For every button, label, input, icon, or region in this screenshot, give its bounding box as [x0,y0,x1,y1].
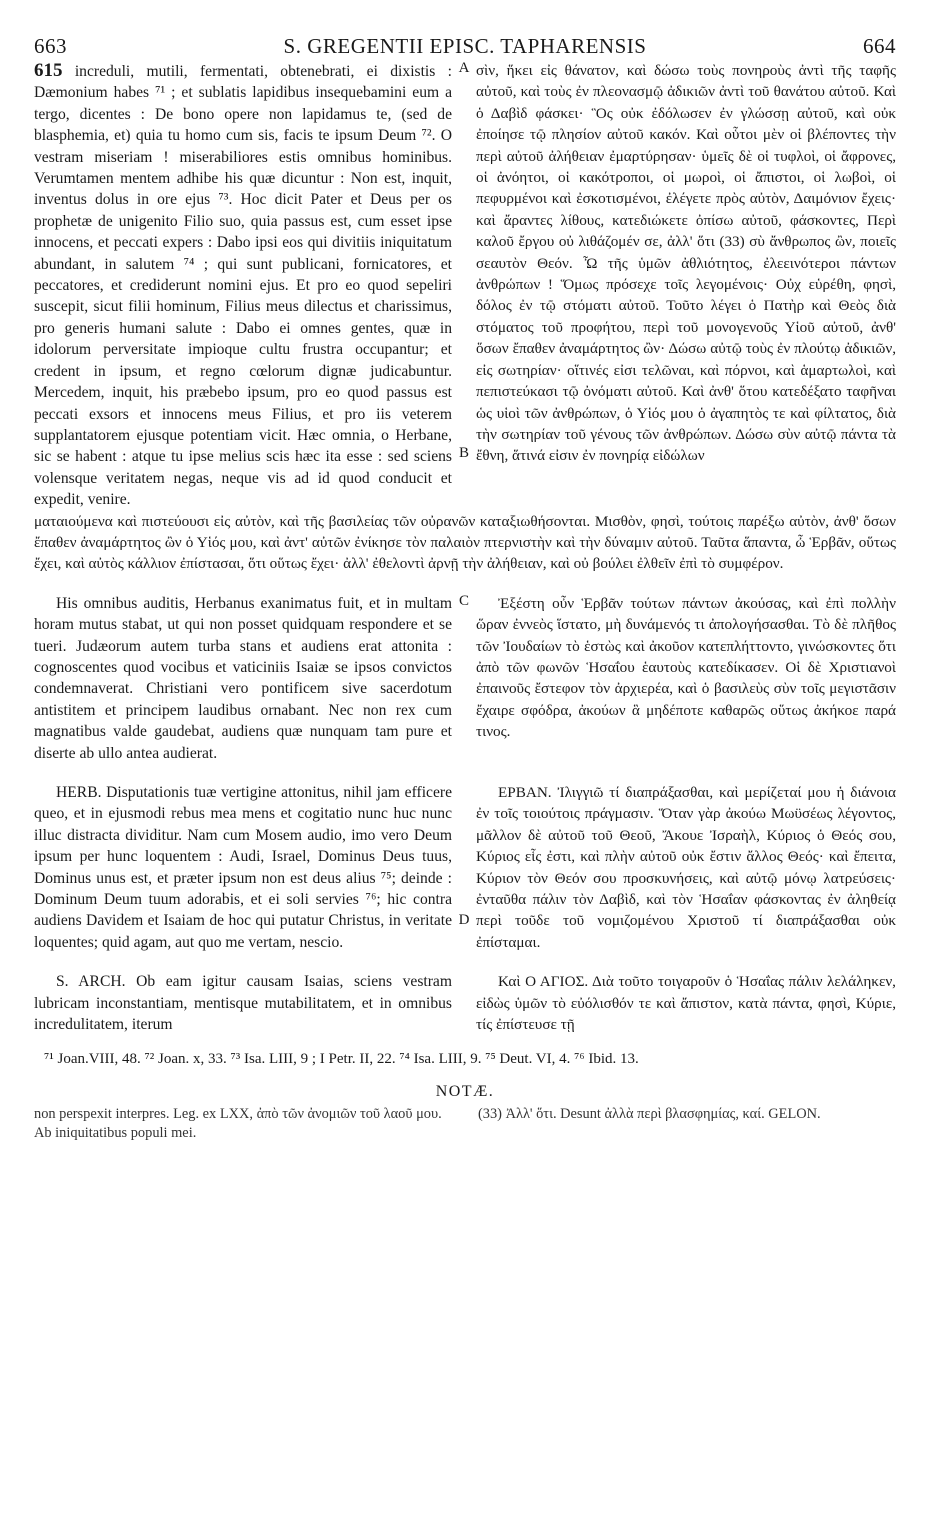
margin-letter-a: A [458,60,470,76]
footnotes: ⁷¹ Joan.VIII, 48. ⁷² Joan. x, 33. ⁷³ Isa. LIII, 9 ; I Petr. II, 22. ⁷⁴ Isa. LIII, 9. ⁷⁵ Deut. VI, 4. ⁷⁶ Ibid. 13. [44,1051,639,1068]
latin-column [34,60,452,511]
section-1 [34,60,896,511]
margin-letter-d: D [458,912,470,928]
greek-column [476,971,896,1035]
speaker-label: HERB. [56,784,102,801]
greek-column [476,782,896,953]
latin-text: His omnibus auditis, Herbanus exanimatus fuit, et in multam horam mutus stabat, ut qui non posset quidquam respondere et se tueri. Judæorum autem turba stans et audiens erat attonita : cognoscentes quod vocibus et vaticiniis Isaiæ se ipsos convictos condemnaverat. Christiani vero pontificem sive sacerdotum antistitem et principem laudibus ornabant. Nec non rex cum magnatibus valde gaudebat, audiens quæ nunquam tam pure et diserte ab ullo antea audierat. [34,594,452,762]
page-number-left: 663 [34,34,67,58]
latin-text: Disputationis tuæ vertigine attonitus, nihil jam efficere queo, et in ejusmodi rebus mea mens et cogitatio nunc huc nunc illuc distracta dividitur. Nam cum Mosem audio, imo vero Deum ipsum per hunc loquentem : Audi, Israel, Dominus Deus tuus, Dominus unus est, et præter ipsum non est deus alius ⁷⁵; deinde : Dominum Deum tuum adorabis, et ei soli servies ⁷⁶; hic contra audiens Davidem et Isaiam de hoc qui putatur Christus, in veritate loquentes; quid agam, aut quo me vertam, nescio. [34,784,452,951]
section-4 [34,971,896,1035]
greek-column [476,593,896,764]
margin-letter-c: C [458,592,469,609]
speaker-label: ΕΡΒΑΝ. [498,784,552,801]
greek-text: σὶν, ἥκει εἰς θάνατον, καὶ δώσω τοὺς πονηροὺς ἀντὶ τῆς ταφῆς αὐτοῦ, καὶ τοὺς ἐν πλεονασμῷ ἀδικιῶν ἀντὶ τοῦ θανάτου αὐτοῦ. Καὶ ὁ Δαβὶδ φάσκει· Ὃς οὐκ ἐδόλωσεν ἐν γλώσσῃ αὐτοῦ, καὶ οὐκ ἐποίησε τῷ πλησίον αὐτοῦ κακόν. Καὶ οὗτοι μὲν οἱ βλέποντες τὴν περὶ αὐτοῦ ἀλήθειαν ἐμαρτύρησαν· ὑμεῖς δὲ οἱ τυφλοὶ, οἱ ἄφρονες, οἱ ἀνόητοι, οἱ κακότροποι, οἱ μωροὶ, οἱ ἄπιστοι, οἱ λωβοὶ, οἱ πεφυρμένοι καὶ ἐσκοτισμένοι, ἐλέγετε πρὸς αὐτὸν, Δαιμόνιον ἔχεις· καὶ ἄραντες λίθους, κατεδιώκετε ὀπίσω αὐτοῦ, φάσκοντες, Περὶ καλοῦ ἔργου οὐ λιθάζομέν σε, ἀλλ' ὅτι (33) σὺ ἄνθρωπος ὢν, ποιεῖς σεαυτὸν Θεόν. Ὦ τῆς ὑμῶν ἀθλιότητος, ἐλεεινότεροι πάντων ἀνθρώπων ! Ὅμως πρόσεχε τοῖς λεγομένοις· Οὐχ εὑρέθη, φησὶ, δόλος ἐν τῷ στόματι αὐτοῦ. Τοῦτο λέγει ὁ Πατὴρ καὶ Θεὸς διὰ στόματος τοῦ προφήτου, περὶ τοῦ μονογενοῦς Υἱοῦ αὐτοῦ, ἀνθ' ὅσων ἔπαθεν ἀναμάρτητος ὢν· Δώσω αὐτῷ τοὺς ἐν πλούτῳ ἀδικιῶν, εἰς σωτηρίαν· οἵτινές εἰσι τελῶναι, καὶ πόρνοι, καὶ ἁμαρτωλοὶ, καὶ πεπιστεύκασι τῷ ὀνόματι αὐτοῦ. Καὶ ἀνθ' ὅτου κατεδέξατο ταφῆναι ὡς υἱοὶ τῶν ἀνθρώπων, ὁ Υἱός μου ὁ ἀγαπητὸς τε καὶ φίλτατος, διὰ τὴν σωτηρίαν τοῦ γένους τῶν ἀνθρώπων. Δώσω σὺν αὐτῷ πάντα τὰ ἔθνη, ἅτινά εἰσιν ἐν πονηρίᾳ εἰδώλων [476,62,896,465]
notes [34,1105,896,1143]
page-header [34,30,896,60]
greek-full-width-text: ματαιούμενα καὶ πιστεύουσι εἰς αὐτὸν, καὶ τῆς βασιλείας τῶν οὐρανῶν καταξιωθήσονται. Μισθὸν, φησὶ, τούτοις παρέξω αὐτὸν, ἀνθ' ὅσων ἔπαθεν ἀναμάρτητος ὢν ὁ Υἱός μου, καὶ ἀντ' αὐτῶν ἐνίκησε τὸν παλαιὸν πτερνιστὴν καὶ τὴν δύναμιν αὐτοῦ. Ταῦτα ἅπαντα, ὦ Ἑρβᾶν, οὕτως ἔχει, καὶ αὐτὸς κάλλιον ἐπίστασαι, ὅτι οὕτως ἔχει· ἀλλ' ἐθελοντὶ ἀρνῇ τὴν ἀλήθειαν, καὶ οὐ βούλει ἐλθεῖν ἐπὶ τὸ συμφέρον. [34,512,896,573]
latin-text: increduli, mutili, fermentati, obtenebrati, ei dixistis : Dæmonium habes ⁷¹ ; et sublatis lapidibus insequebamini eum a tergo, dicentes : De bono opere non lapidamus te, (sed de blasphemia, et) quia tu homo cum sis, facis te ipsum Deum ⁷². O vestram miseriam ! miserabiliores estis omnibus hominibus. Verumtamen mentem adhibe his quæ dicuntur : Non est, inquit, inventus dolus in ore ejus ⁷³. Hoc dicit Pater et Deus per os prophetæ de unigenito Filio suo, quia passus est, cum esset ipse innocens, et peccati expers : Dabo ipsi eos qui divitiis iniquitatum abundant, in salutem ⁷⁴ ; qui sunt publicani, fornicatores, et peccatores, et crediderunt nomini ejus. Et pro eo quod sepeliri suscepit, sicut filii hominum, Filius meus dilectus et charissimus, pro generis humani salute : Dabo ei omnes gentes, quæ in idolorum perversitate impioque cultu frustra occupantur; et credent in ipsum, et regno cœlorum dignæ judicabuntur. Mercedem, inquit, his præbebo ipsum, pro eo quod passus est peccati exsors et innocens meus Filius, et pro iis veterem supplantatorem ejusque potentiam vicit. Hæc omnia, o Herbane, sic se habent : atque tu ipse melius scis hæc ita esse : sed sciens volensque veritatem negas, neque vis ad id quod conducit et expedit, venire. [34,63,452,509]
latin-column [34,593,452,764]
greek-text: Διὰ τοῦτο τοιγαροῦν ὁ Ἡσαΐας πάλιν λελάληκεν, εἰδὼς ὑμῶν τὸ εὐόλισθόν τε καὶ ἄπιστον, κατὰ πάντα, φησὶ, Κύριε, τίς ἐπίστευσε τῇ [476,973,896,1034]
speaker-label: Καὶ Ο ΑΓΙΟΣ. [498,973,589,991]
section-2 [34,593,896,764]
latin-column [34,971,452,1035]
note-right: (33) Ἀλλ' ὅτι. Desunt ἀλλὰ περὶ βλασφημίας, καί. GELON. [478,1106,821,1123]
greek-column [476,60,896,511]
running-title: S. GREGENTII EPISC. TAPHARENSIS [283,34,647,58]
page [34,30,896,1143]
speaker-label: S. ARCH. [56,973,126,991]
margin-letter-b: B [458,445,469,461]
section-3 [34,782,896,953]
note-left: non perspexit interpres. Leg. ex LXX, ἀπὸ τῶν ἀνομιῶν τοῦ λαοῦ μου. Ab iniquitatibus populi mei. [34,1106,442,1142]
latin-text: Ob eam igitur causam Isaias, sciens vestram lubricam inconstantiam, mentisque mutabilitatem, et in omnibus incredulitatem, iterum [34,973,452,1034]
notes-heading: NOTÆ. [435,1083,495,1101]
chapter-number: 615 [34,60,63,81]
greek-text: Ἐξέστη οὖν Ἑρβᾶν τούτων πάντων ἀκούσας, καὶ ἐπὶ πολλὴν ὥραν ἐννεὸς ἵστατο, μὴ δυνάμενός τι ἀπολογήσασθαι. Τὸ δὲ πλῆθος τῶν Ἰουδαίων τὸ ἑστὼς καὶ ἀκοῦον κατεπλήττοντο, γινώσκοντες ὅτι ἀπὸ τῶν φωνῶν Ἡσαΐου ἑαυτοὺς κατεδίκασεν. Οἱ δὲ Χριστιανοὶ ἐπαινοῦς ἔστεφον τὸν ἀρχιερέα, καὶ ὁ βασιλεὺς σὺν τοῖς μεγιστᾶσιν ἔχαιρε σφόδρα, ἀκούων ἃ μηδέποτε καθαρῶς οὕτως ἀκήκοε παρά τινος. [476,594,896,741]
latin-column [34,782,452,953]
greek-text: Ἰλιγγιῶ τί διαπράξασθαι, καὶ μερίζεταί μου ἡ διάνοια ἐν τοῖς τοιούτοις πράγμασιν. Ὅταν γὰρ ἀκούω Μωϋσέως λέγοντος, μᾶλλον δὲ αὐτοῦ τοῦ Θεοῦ, Ἄκουε Ἰσραὴλ, Κύριος ὁ Θεός σου, Κύριος εἷς ἐστι, καὶ πλὴν αὐτοῦ οὐκ ἔστιν ἄλλος Θεός· καὶ ἔπειτα, Κύριον τὸν Θεόν σου προσκυνήσεις, καὶ αὐτῷ μόνῳ λατρεύσεις· ἐνταῦθα πάλιν τὸν Δαβὶδ, καὶ τὸν Ἡσαΐαν φάσκοντας ἐν ἀληθείᾳ περὶ τοῦδε τοῦ νομιζομένου Χριστοῦ τί διαπράξασθαι οὐκ ἐπίσταμαι. [476,784,896,951]
page-number-right: 664 [863,34,896,58]
